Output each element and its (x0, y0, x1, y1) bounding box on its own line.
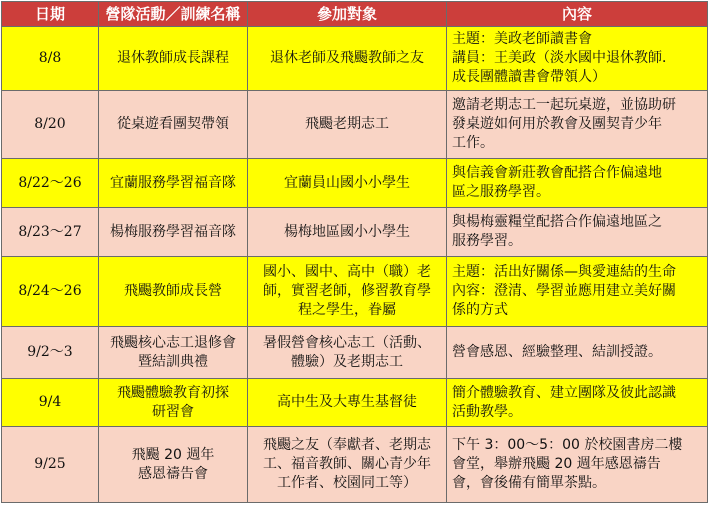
participants-cell (248, 379, 447, 427)
participants-cell (248, 27, 447, 91)
date-cell: 9/4 (2, 379, 99, 427)
table-row (2, 91, 708, 159)
activity-name-cell (99, 257, 248, 327)
participants-cell-line: 楊梅地區國小小學生 (284, 223, 410, 240)
table-row (2, 208, 708, 257)
activity-name-cell-line: 退休教師成長課程 (117, 50, 229, 66)
content-cell-line: 內容：澄清、學習並應用建立美好關 (452, 283, 676, 299)
activity-name-cell-line: 飛颺 20 週年 (131, 446, 215, 463)
content-cell (447, 27, 708, 91)
header-date: 日期 (2, 2, 99, 27)
content-cell-line: 係的方式 (452, 302, 508, 318)
header-participants: 參加對象 (248, 2, 447, 27)
participants-cell (248, 327, 447, 379)
participants-cell-line: 程之學生，眷屬 (298, 302, 396, 318)
table-row (2, 427, 708, 503)
table-row (2, 27, 708, 91)
table-row (2, 379, 708, 427)
participants-cell (248, 159, 447, 208)
participants-cell-line: 工作者、校園同工等） (277, 475, 417, 491)
content-cell (447, 327, 708, 379)
table-body (2, 27, 708, 503)
participants-cell (248, 427, 447, 503)
activity-name-cell-line: 研習會 (152, 403, 194, 420)
activity-name-cell (99, 159, 248, 208)
participants-cell-line: 體驗）及老期志工 (291, 353, 403, 370)
participants-cell (248, 208, 447, 257)
content-cell (447, 427, 708, 503)
activity-name-cell (99, 91, 248, 159)
activity-name-cell (99, 427, 248, 503)
activity-name-cell (99, 27, 248, 91)
participants-cell-line: 宜蘭員山國小小學生 (284, 174, 410, 191)
header-row (2, 2, 708, 27)
content-cell (447, 257, 708, 327)
activity-name-cell (99, 379, 248, 427)
content-cell (447, 159, 708, 208)
activity-name-cell-line: 感恩禱告會 (138, 465, 208, 482)
content-cell (447, 379, 708, 427)
participants-cell-line: 工、福音教師、關心青少年 (263, 456, 431, 472)
content-cell-line: 主題：美政老師讀書會 (452, 31, 592, 47)
activity-name-cell-line: 暨結訓典禮 (138, 353, 208, 370)
activity-name-cell (99, 208, 248, 257)
participants-cell-line: 退休老師及飛颺教師之友 (270, 50, 424, 66)
date-cell: 9/25 (2, 427, 99, 503)
table-row (2, 159, 708, 208)
content-cell-line: 區之服務學習。 (452, 184, 550, 200)
content-cell-line: 簡介體驗教育、建立團隊及彼此認識 (452, 384, 676, 401)
activity-name-cell-line: 從桌遊看團契帶領 (117, 116, 229, 132)
participants-cell-line: 師，實習老師，修習教育學 (263, 283, 431, 299)
content-cell-line: 會，會後備有簡單茶點。 (452, 475, 606, 491)
content-cell-line: 發桌遊如何用於教會及團契青少年 (452, 116, 662, 132)
activity-name-cell-line: 宜蘭服務學習福音隊 (110, 174, 236, 191)
content-cell-line: 主題：活出好關係—與愛連結的生命 (452, 264, 676, 280)
content-cell (447, 91, 708, 159)
participants-cell (248, 91, 447, 159)
content-cell-line: 工作。 (452, 135, 494, 151)
content-cell-line: 下午 3：00～5：00 於校園書房二樓 (452, 437, 683, 453)
content-cell (447, 208, 708, 257)
activity-name-cell-line: 飛颺教師成長營 (124, 283, 222, 299)
date-cell: 8/22～26 (2, 159, 99, 208)
participants-cell-line: 飛颺之友（奉獻者、老期志 (263, 437, 431, 453)
activity-name-cell-line: 飛颺核心志工退修會 (110, 334, 236, 351)
date-cell: 8/23～27 (2, 208, 99, 257)
date-cell: 8/8 (2, 27, 99, 91)
content-cell-line: 活動教學。 (452, 403, 522, 420)
header-activity-name: 營隊活動／訓練名稱 (99, 2, 248, 27)
content-cell-line: 營會感恩、經驗整理、結訓授證。 (452, 344, 662, 360)
content-cell-line: 講員：王美政（淡水國中退休教師． (452, 50, 676, 66)
date-cell: 8/20 (2, 91, 99, 159)
content-cell-line: 邀請老期志工一起玩桌遊，並協助研 (452, 97, 676, 113)
content-cell-line: 服務學習。 (452, 233, 522, 249)
date-cell: 9/2～3 (2, 327, 99, 379)
content-cell-line: 與楊梅靈糧堂配搭合作偏遠地區之 (452, 214, 662, 230)
participants-cell-line: 暑假營會核心志工（活動、 (263, 334, 431, 351)
activity-table (1, 1, 708, 503)
content-cell-line: 會堂，舉辦飛颺 20 週年感恩禱告 (452, 456, 661, 472)
participants-cell-line: 飛颺老期志工 (305, 116, 389, 132)
table-row (2, 327, 708, 379)
header-content: 內容 (447, 2, 708, 27)
participants-cell (248, 257, 447, 327)
table-row (2, 257, 708, 327)
content-cell-line: 成長團體讀書會帶領人） (452, 69, 606, 85)
content-cell-line: 與信義會新莊教會配搭合作偏遠地 (452, 165, 662, 181)
activity-name-cell-line: 楊梅服務學習福音隊 (110, 223, 236, 240)
activity-name-cell (99, 327, 248, 379)
participants-cell-line: 國小、國中、高中（職）老 (263, 264, 431, 280)
date-cell: 8/24～26 (2, 257, 99, 327)
activity-name-cell-line: 飛颺體驗教育初探 (117, 384, 229, 401)
participants-cell-line: 高中生及大專生基督徒 (277, 394, 417, 410)
